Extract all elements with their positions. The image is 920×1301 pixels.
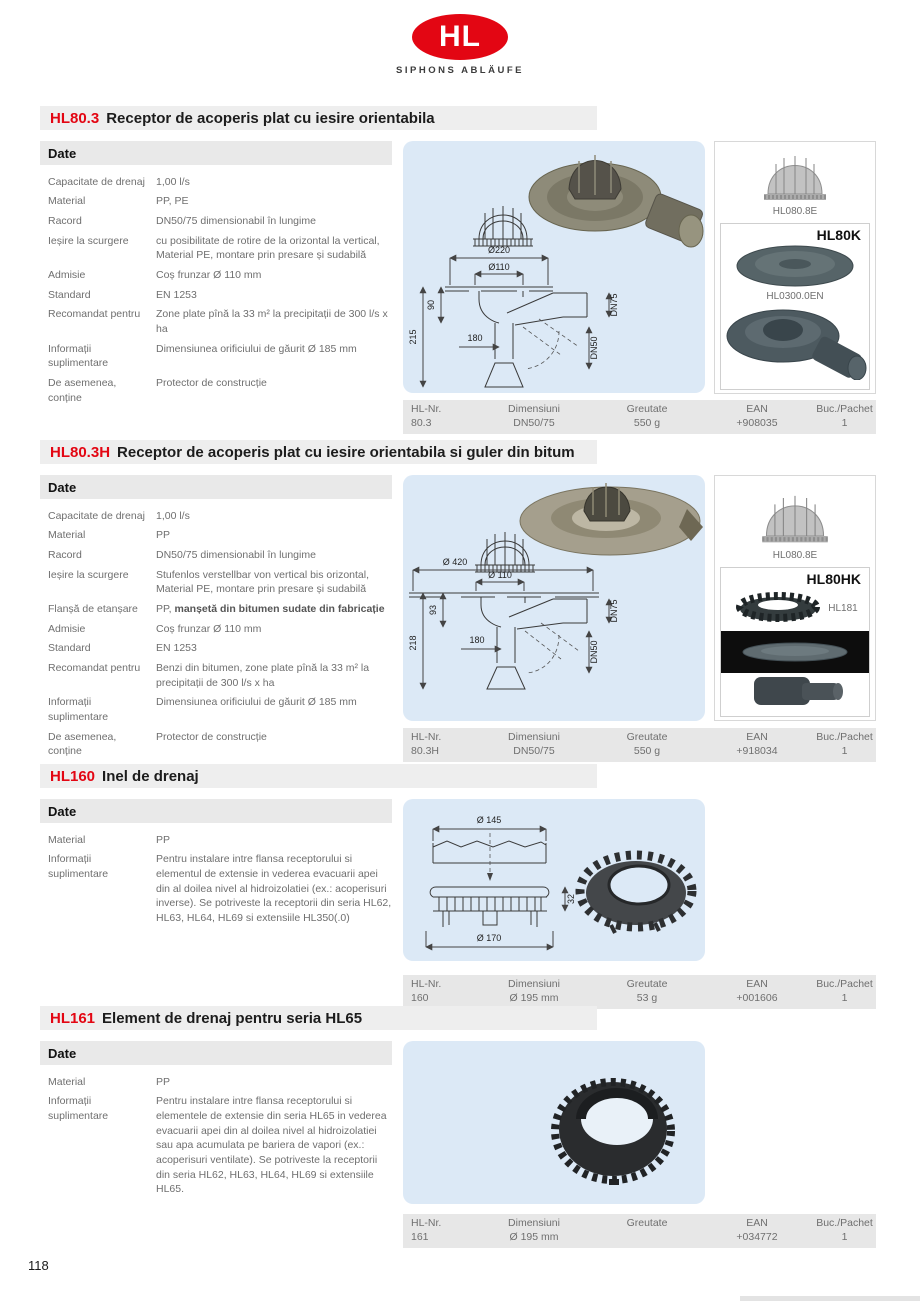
section-hl80-3h (40, 440, 876, 762)
svg-text:215: 215 (408, 329, 418, 345)
drain-outlet-image (740, 675, 850, 709)
svg-text:Ø110: Ø110 (488, 262, 510, 272)
spec-label: Racord (48, 548, 82, 561)
logo-subtitle: SIPHONS ABLÄUFE (396, 65, 524, 76)
product-photo-panel (403, 1041, 705, 1204)
spec-label: Recomandat pentru (48, 662, 141, 674)
table-value-ean: +034772 (736, 1230, 778, 1243)
page-number: 118 (28, 1258, 49, 1273)
table-value-ean: +001606 (736, 991, 778, 1004)
spec-row (40, 1092, 392, 1200)
spec-row (40, 265, 392, 285)
hl-logo-icon (412, 14, 508, 60)
drain-body-image (721, 304, 871, 380)
technical-drawing (403, 799, 705, 961)
spec-value: cu posibilitate de rotire de la orizontal la vertical, Material PE, montare prin presare și sudabilă (156, 234, 380, 262)
table-value-pack: 1 (841, 1230, 848, 1243)
header-logo (0, 14, 920, 76)
spec-row (40, 285, 392, 305)
spec-label: Informații suplimentare (48, 342, 109, 370)
col-header: Buc./Pachet (816, 1217, 873, 1229)
spec-value: Pentru instalare intre flansa receptorului si elementul de extensie in vederea evacuarii apei din al doilea nivel al hidroizolatiei (ex.: acoperisuri inverse). Se potriveste la receptorii din seria HL62, HL63, HL64, HL69 si extensiile HL350(.0) (156, 853, 392, 924)
svg-text:Ø220: Ø220 (487, 245, 511, 255)
spec-value: PP, manșetă din bitumen sudate din fabricație (156, 602, 385, 615)
bitumen-band-image (721, 631, 869, 673)
svg-text:93: 93 (428, 604, 438, 616)
table-value-dim: DN50/75 (513, 744, 555, 757)
section-title-bar (40, 440, 597, 464)
spec-value: Coș frunzar Ø 110 mm (156, 622, 262, 635)
drainage-ring-image (732, 587, 824, 627)
kit-title: HL80K (816, 227, 861, 243)
col-header: EAN (746, 1217, 768, 1229)
spec-row (40, 659, 392, 693)
spec-label: Material (48, 833, 86, 846)
spec-row (40, 850, 392, 928)
section-hl160 (40, 764, 876, 1009)
col-header: HL-Nr. (411, 731, 442, 743)
spec-row (40, 231, 392, 265)
accessory-label: HL0300.0EN (766, 291, 824, 302)
spec-label: Material (48, 195, 86, 208)
product-table (403, 1214, 876, 1248)
spec-table (40, 141, 392, 434)
accessory-label: HL080.8E (772, 206, 818, 217)
spec-value: PP, PE (156, 195, 189, 208)
section-hl161 (40, 1006, 876, 1248)
spec-value: Stufenlos verstellbar von vertical bis orizontal, Material PE, montare prin presare și sudabilă (156, 568, 370, 596)
table-value-nr: 161 (411, 1230, 429, 1243)
col-header: Dimensiuni (508, 978, 560, 990)
product-title: Inel de drenaj (102, 767, 199, 785)
svg-text:DN50: DN50 (589, 640, 599, 664)
col-header: HL-Nr. (411, 978, 442, 990)
product-code: HL80.3H (50, 443, 111, 461)
spec-label: Admisie (48, 622, 86, 635)
spec-label: Standard (48, 288, 91, 301)
table-value-ean: +908035 (736, 416, 778, 429)
spec-row (40, 211, 392, 231)
spec-row (40, 339, 392, 373)
spec-row (40, 727, 392, 761)
table-value-nr: 80.3H (411, 744, 440, 757)
spec-value: Zone plate pînă la 33 m² la precipitații de 300 l/s x ha (156, 308, 388, 335)
table-value-dim: Ø 195 mm (509, 991, 559, 1004)
kit-title: HL80HK (806, 571, 861, 587)
section-hl80-3 (40, 106, 876, 434)
spec-label: Material (48, 1075, 86, 1088)
product-title: Receptor de acoperis plat cu iesire orientabila si guler din bitum (117, 443, 575, 461)
leaf-guard-drawing (475, 532, 535, 572)
spec-label: Informații suplimentare (48, 696, 109, 724)
col-header: Buc./Pachet (816, 403, 873, 415)
technical-drawing (403, 141, 705, 393)
spec-row (40, 1072, 392, 1092)
spec-label: Flanșă de etanșare (48, 602, 138, 615)
spec-label: Informații suplimentare (48, 853, 109, 880)
svg-text:Ø 145: Ø 145 (476, 815, 502, 825)
spec-label: De asemenea, conține (48, 730, 117, 758)
date-header: Date (40, 799, 392, 823)
product-title: Receptor de acoperis plat cu iesire orientabila (106, 109, 435, 127)
spec-value: 1,00 l/s (156, 509, 190, 522)
product-code: HL80.3 (50, 109, 100, 127)
spec-table (40, 1041, 392, 1248)
drainage-element-photo (403, 1041, 705, 1204)
col-header: HL-Nr. (411, 403, 442, 415)
spec-row (40, 172, 392, 192)
kit-box (720, 223, 870, 390)
spec-label: Informații suplimentare (48, 1095, 109, 1122)
table-value-pack: 1 (841, 991, 848, 1004)
col-header: Buc./Pachet (816, 731, 873, 743)
spec-value-bold: manșetă din bitumen sudate din fabricație (174, 602, 385, 615)
spec-row (40, 526, 392, 546)
spec-row (40, 599, 392, 619)
col-header: Buc./Pachet (816, 978, 873, 990)
table-value-weight: 550 g (633, 744, 661, 757)
spec-row (40, 619, 392, 639)
technical-drawing (403, 475, 705, 721)
section-title-bar (40, 106, 597, 130)
svg-text:90: 90 (426, 299, 436, 311)
spec-value: PP (156, 529, 171, 542)
table-value-weight (593, 1231, 701, 1245)
spec-row (40, 693, 392, 727)
spec-row (40, 506, 392, 526)
col-header: EAN (746, 403, 768, 415)
spec-value: 1,00 l/s (156, 175, 190, 188)
spec-row (40, 830, 392, 850)
col-header: Dimensiuni (508, 403, 560, 415)
spec-row (40, 374, 392, 408)
spec-label: Racord (48, 214, 82, 227)
svg-text:Ø 110: Ø 110 (488, 570, 512, 580)
spec-label: Capacitate de drenaj (48, 175, 145, 188)
spec-value: DN50/75 dimensionabil în lungime (156, 214, 316, 227)
col-header: Greutate (626, 403, 668, 415)
spec-value: PP (156, 1075, 171, 1088)
product-table (403, 975, 876, 1009)
col-header: Dimensiuni (508, 731, 560, 743)
col-header: HL-Nr. (411, 1217, 442, 1229)
product-code: HL161 (50, 1009, 96, 1027)
svg-text:32: 32 (566, 893, 576, 905)
leaf-guard-drawing (473, 206, 533, 246)
accessories-box (714, 475, 876, 721)
spec-label: Material (48, 529, 86, 542)
spec-value: PP (156, 833, 171, 846)
spec-row (40, 639, 392, 659)
product-title: Element de drenaj pentru seria HL65 (102, 1009, 363, 1027)
spec-label: Standard (48, 642, 91, 655)
spec-label: Capacitate de drenaj (48, 509, 145, 522)
technical-drawing-panel (403, 141, 705, 393)
svg-text:180: 180 (467, 333, 483, 343)
product-table (403, 400, 876, 434)
product-table (403, 728, 876, 762)
spec-value: Dimensiunea orificiului de găurit Ø 185 mm (156, 342, 357, 355)
table-value-weight: 550 g (633, 416, 661, 429)
section-title-bar (40, 1006, 597, 1030)
section-title-bar (40, 764, 597, 788)
product-code: HL160 (50, 767, 96, 785)
spec-value: Coș frunzar Ø 110 mm (156, 268, 262, 281)
spec-value: Protector de construcție (156, 377, 267, 390)
product-photo-image (529, 155, 704, 247)
spec-value: Protector de construcție (156, 730, 267, 743)
spec-value: Pentru instalare intre flansa receptorului si elementele de extensie din seria HL65 in vederea evacuarii apei din al doilea nivel al hidroizolatiei sau apa acumulata pe bariera de vapori (ex.: acoperisuri ventilate). Se potriveste la receptorii din seria HL62, HL63, HL64, HL69 si extensiile HL65. (156, 1095, 387, 1196)
table-value-nr: 80.3 (411, 416, 432, 429)
kit-box (720, 567, 870, 717)
spec-label: Admisie (48, 268, 86, 281)
table-value-nr: 160 (411, 991, 429, 1004)
technical-drawing-panel (403, 799, 705, 961)
spec-value: EN 1253 (156, 288, 197, 301)
table-value-weight: 53 g (636, 991, 658, 1004)
spec-row (40, 545, 392, 565)
svg-text:180: 180 (469, 635, 485, 645)
table-value-dim: Ø 195 mm (509, 1230, 559, 1243)
spec-row (40, 305, 392, 339)
col-header: EAN (746, 978, 768, 990)
footer-divider (740, 1296, 920, 1301)
table-value-pack: 1 (841, 744, 848, 757)
col-header: Dimensiuni (508, 1217, 560, 1229)
col-header: Greutate (626, 731, 668, 743)
svg-text:218: 218 (408, 635, 418, 651)
col-header: Greutate (626, 978, 668, 990)
date-header: Date (40, 141, 392, 165)
spec-table (40, 799, 392, 1009)
svg-text:Ø 420: Ø 420 (442, 557, 468, 567)
accessory-label: HL080.8E (772, 550, 818, 561)
product-photo-image (520, 483, 703, 555)
svg-text:DN50: DN50 (589, 336, 599, 360)
accessory-label: HL181 (828, 602, 858, 614)
col-header: EAN (746, 731, 768, 743)
logo-text: HL (439, 20, 481, 53)
spec-value: Dimensiunea orificiului de găurit Ø 185 mm (156, 696, 357, 709)
svg-text:Ø 170: Ø 170 (476, 933, 502, 943)
svg-text:DN75: DN75 (609, 293, 619, 317)
drainage-ring-photo (580, 855, 692, 933)
spec-value: DN50/75 dimensionabil în lungime (156, 548, 316, 561)
spec-label: Recomandat pentru (48, 308, 141, 321)
svg-text:DN75: DN75 (609, 599, 619, 623)
col-header: Greutate (626, 1217, 668, 1229)
table-value-dim: DN50/75 (513, 416, 555, 429)
date-header: Date (40, 475, 392, 499)
leaf-guard-image (760, 148, 830, 204)
accessories-box (714, 141, 876, 394)
spec-row (40, 192, 392, 212)
spec-value: Benzi din bitumen, zone plate pînă la 33 m² la precipitații de 300 l/s x ha (156, 662, 370, 689)
spec-label: Ieșire la scurgere (48, 568, 129, 581)
technical-drawing-panel (403, 475, 705, 721)
table-value-pack: 1 (841, 416, 848, 429)
spec-label: Ieșire la scurgere (48, 234, 129, 247)
date-header: Date (40, 1041, 392, 1065)
table-value-ean: +918034 (736, 744, 778, 757)
sealing-flange-image (725, 243, 865, 289)
spec-value: EN 1253 (156, 642, 197, 655)
spec-table (40, 475, 392, 762)
spec-label: De asemenea, conține (48, 377, 117, 404)
leaf-guard-image (758, 486, 832, 548)
spec-row (40, 565, 392, 599)
